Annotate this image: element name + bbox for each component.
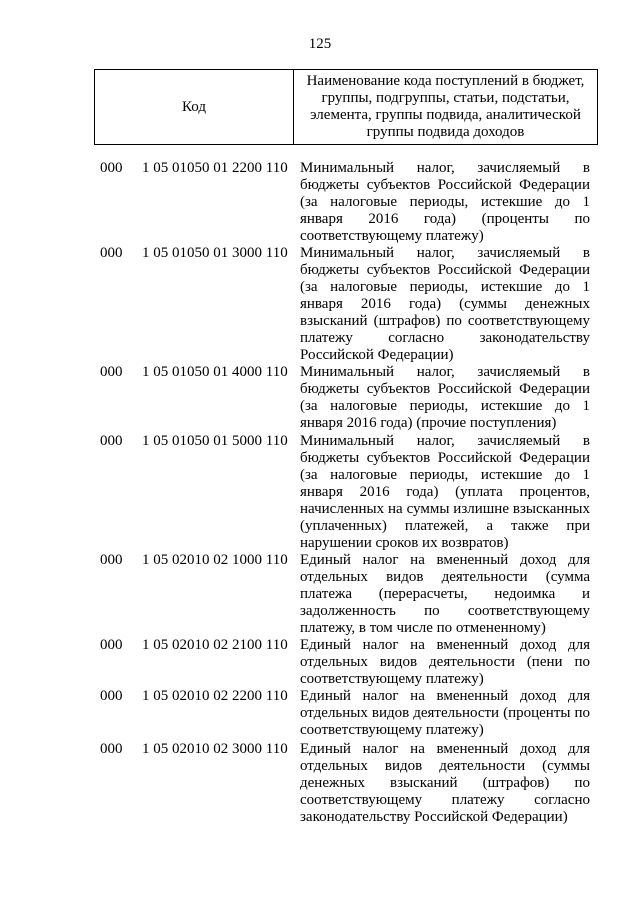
page-number: 125 [308,36,332,52]
table-row [100,245,600,364]
revenue-code: 1 05 02010 02 2200 110 [142,688,288,704]
admin-code: 000 [100,552,123,568]
revenue-code: 1 05 01050 01 3000 110 [142,245,288,261]
table-row [100,364,600,433]
revenue-description: Единый налог на вмененный доход для отдельных видов деятельности (пени по соответствующему платежу) [300,637,590,687]
admin-code: 000 [100,637,123,653]
table-row [100,552,600,637]
admin-code: 000 [100,433,123,449]
revenue-description: Минимальный налог, зачисляемый в бюджеты субъектов Российской Федерации (за налоговые периоды, истекшие до 1 января 2016 года) (уплата процентов, начисленных на суммы излишне взысканных (уплаченных) платежей, а также при нарушении сроков их возвратов) [300,433,590,551]
header-name-label: Наименование кода поступлений в бюджет, группы, подгруппы, статьи, подстатьи, элемента, группы подвида, аналитической группы подвида доходов [306,73,585,140]
revenue-description: Минимальный налог, зачисляемый в бюджеты субъектов Российской Федерации (за налоговые периоды, истекшие до 1 января 2016 года) (прочие поступления) [300,364,590,431]
revenue-code: 1 05 02010 02 3000 110 [142,741,288,757]
revenue-description: Минимальный налог, зачисляемый в бюджеты субъектов Российской Федерации (за налоговые периоды, истекшие до 1 января 2016 года) (проценты по соответствующему платежу) [300,160,590,244]
table-row [100,433,600,552]
revenue-code: 1 05 02010 02 1000 110 [142,552,288,568]
table-row [100,741,600,843]
table-row [100,637,600,688]
header-table [94,69,598,145]
revenue-code: 1 05 01050 01 5000 110 [142,433,288,449]
admin-code: 000 [100,741,123,757]
revenue-description: Минимальный налог, зачисляемый в бюджеты субъектов Российской Федерации (за налоговые периоды, истекшие до 1 января 2016 года) (суммы денежных взысканий (штрафов) по соответствующему платежу согласно законодательству Российской Федерации) [300,245,590,363]
admin-code: 000 [100,160,123,176]
table-row [100,688,600,741]
revenue-description: Единый налог на вмененный доход для отдельных видов деятельности (сумма платежа (перерасчеты, недоимка и задолженность по соответствующему платежу, в том числе по отмененному) [300,552,590,636]
revenue-code: 1 05 02010 02 2100 110 [142,637,288,653]
revenue-description: Единый налог на вмененный доход для отдельных видов деятельности (проценты по соответствующему платежу) [300,688,590,738]
admin-code: 000 [100,245,123,261]
revenue-code: 1 05 01050 01 2200 110 [142,160,288,176]
codes-list [100,160,600,843]
header-code-label: Код [95,70,294,144]
admin-code: 000 [100,688,123,704]
table-row [100,160,600,245]
admin-code: 000 [100,364,123,380]
revenue-description: Единый налог на вмененный доход для отдельных видов деятельности (суммы денежных взысканий (штрафов) по соответствующему платежу согласно законодательству Российской Федерации) [300,741,590,825]
revenue-code: 1 05 01050 01 4000 110 [142,364,288,380]
